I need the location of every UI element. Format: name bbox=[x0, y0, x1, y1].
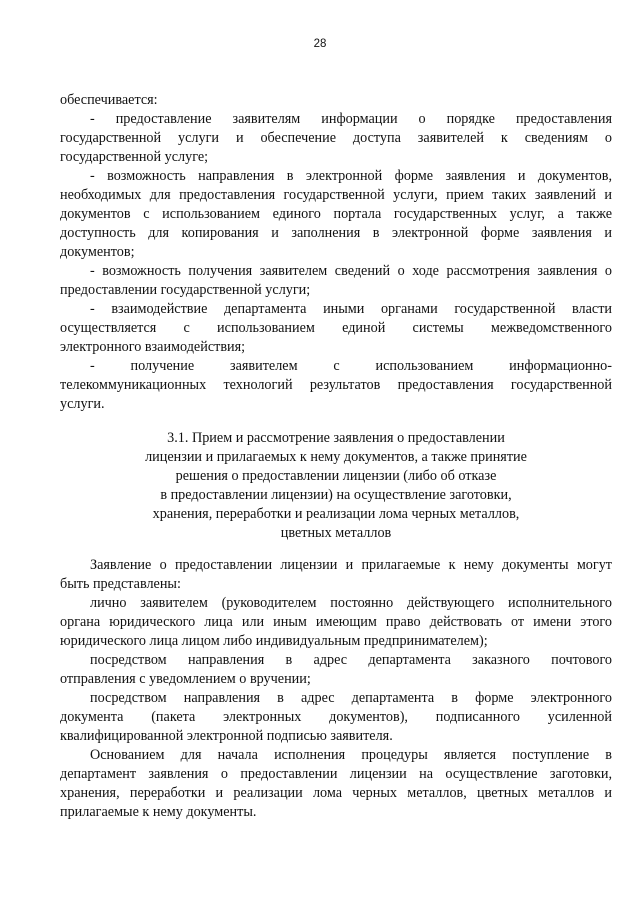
text-line: департамент заявления о предоставлении лицензии на осуществление заготовки, bbox=[60, 766, 612, 782]
text-line: предоставлении государственной услуги; bbox=[60, 282, 311, 298]
text-line: Основанием для начала исполнения процедуры является поступление в bbox=[90, 747, 612, 763]
text-line: документа (пакета электронных документов), подписанного усиленной bbox=[60, 709, 612, 725]
text-line: юридического лица лицом либо индивидуальным предпринимателем); bbox=[60, 633, 488, 649]
text-line: лично заявителем (руководителем постоянно действующего исполнительного bbox=[90, 595, 612, 611]
text-line: осуществляется с использованием единой системы межведомственного bbox=[60, 320, 612, 336]
section-heading-line: хранения, переработки и реализации лома черных металлов, bbox=[152, 506, 520, 522]
text-line: необходимых для предоставления государственной услуги, прием таких заявлений и bbox=[60, 187, 612, 203]
section-heading-line: в предоставлении лицензии) на осуществление заготовки, bbox=[160, 487, 512, 503]
text-line: посредством направления в адрес департамента заказного почтового bbox=[90, 652, 612, 668]
text-line: - получение заявителем с использованием информационно- bbox=[90, 358, 612, 374]
text-line: - возможность получения заявителем сведений о ходе рассмотрения заявления о bbox=[90, 263, 612, 279]
text-line: документов с использованием единого портала государственных услуг, а также bbox=[60, 206, 612, 222]
text-line: органа юридического лица или иным имеющим право действовать от имени этого bbox=[60, 614, 612, 630]
text-line: услуги. bbox=[60, 396, 105, 412]
page-number: 28 bbox=[313, 38, 327, 50]
text-line: быть представлены: bbox=[60, 576, 181, 592]
text-line: посредством направления в адрес департамента в форме электронного bbox=[90, 690, 612, 706]
text-line: Заявление о предоставлении лицензии и прилагаемые к нему документы могут bbox=[90, 557, 612, 573]
text-line: - возможность направления в электронной форме заявления и документов, bbox=[90, 168, 612, 184]
section-heading-line: лицензии и прилагаемых к нему документов, а также принятие bbox=[145, 449, 527, 465]
text-line: прилагаемые к нему документы. bbox=[60, 804, 257, 820]
section-heading-line: 3.1. Прием и рассмотрение заявления о предоставлении bbox=[167, 430, 505, 446]
text-line: телекоммуникационных технологий результатов предоставления государственной bbox=[60, 377, 612, 393]
section-heading-line: цветных металлов bbox=[280, 525, 392, 541]
text-line: государственной услуги и обеспечение доступа заявителей к сведениям о bbox=[60, 130, 612, 146]
text-line: хранения, переработки и реализации лома черных металлов, цветных металлов и bbox=[60, 785, 612, 801]
text-line: отправления с уведомлением о вручении; bbox=[60, 671, 311, 687]
text-line: государственной услуге; bbox=[60, 149, 209, 165]
text-line: электронного взаимодействия; bbox=[60, 339, 246, 355]
text-line: квалифицированной электронной подписью заявителя. bbox=[60, 728, 393, 744]
section-heading-line: решения о предоставлении лицензии (либо об отказе bbox=[175, 468, 497, 484]
text-line: доступность для копирования и заполнения в электронной форме заявления и bbox=[60, 225, 612, 241]
text-line: обеспечивается: bbox=[60, 92, 158, 108]
text-line: документов; bbox=[60, 244, 135, 260]
text-line: - взаимодействие департамента иными органами государственной власти bbox=[90, 301, 612, 317]
text-line: - предоставление заявителям информации о порядке предоставления bbox=[90, 111, 612, 127]
